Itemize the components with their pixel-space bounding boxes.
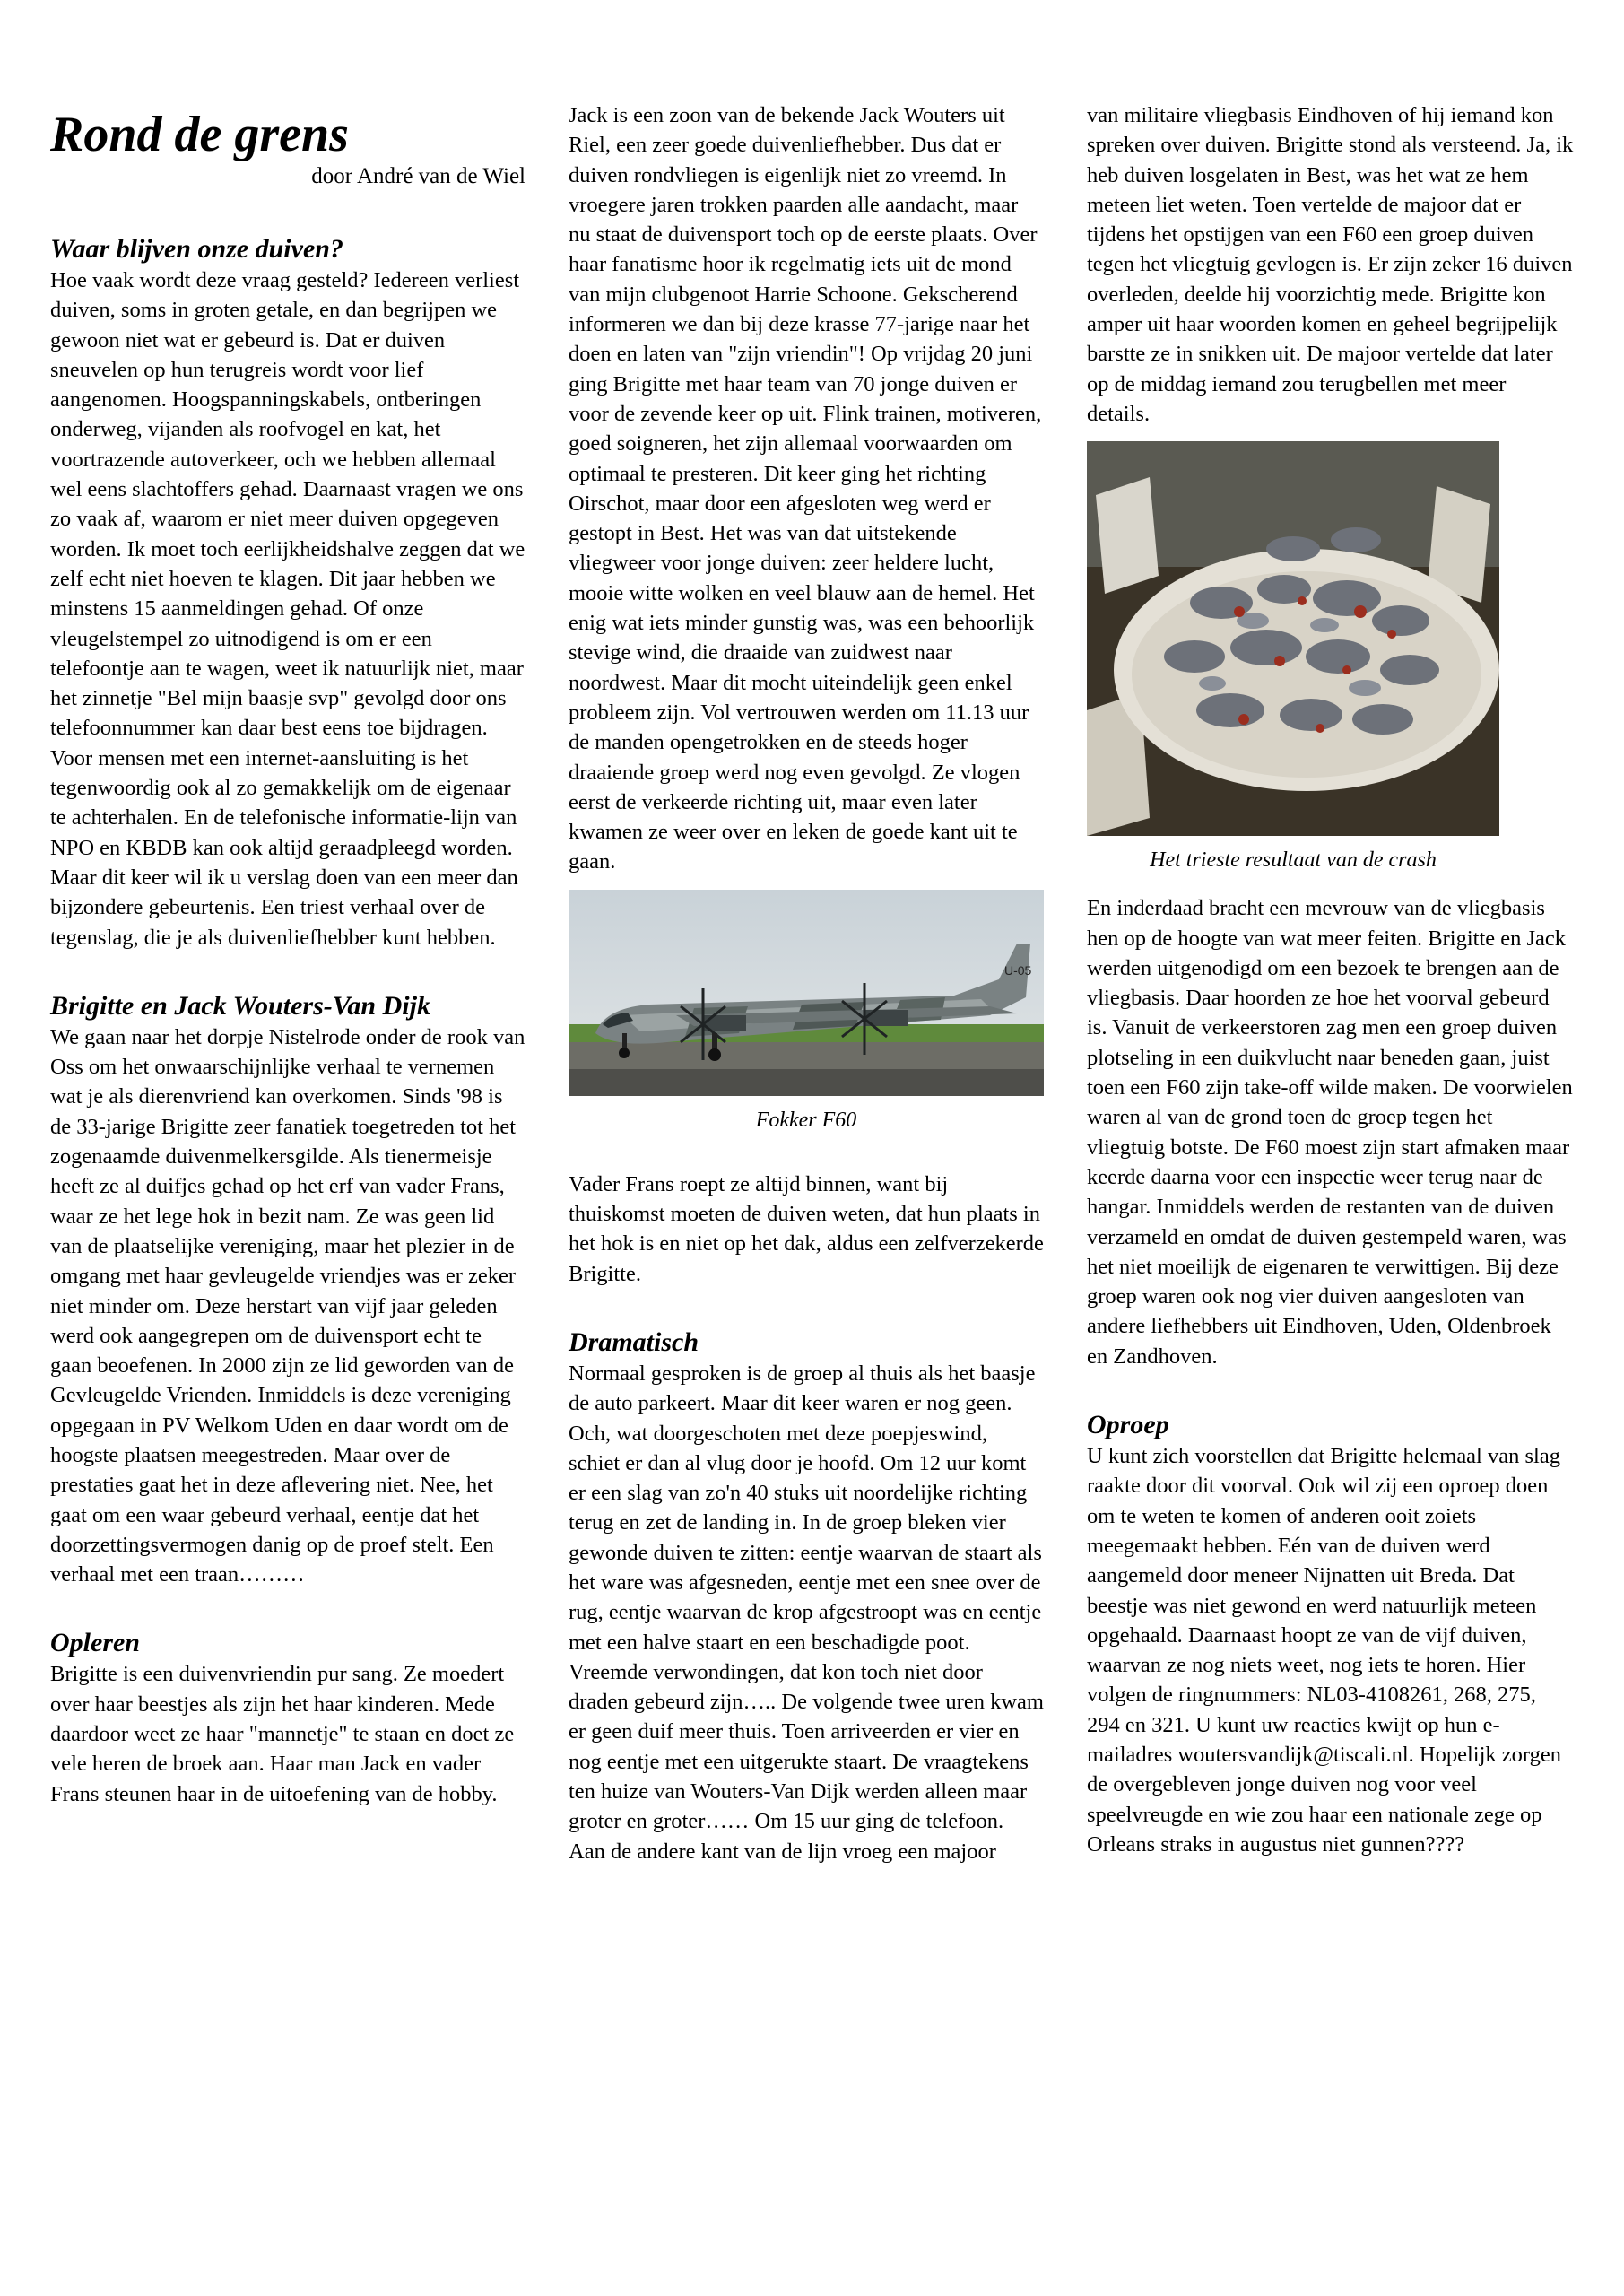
fokker-f60-image [569,890,1044,1096]
paragraph: Maar dit keer wil ik u verslag doen van een meer dan bijzondere gebeurtenis. Een triest verhaal over de tegenslag, die je als duivenliefhebber kunt hebben. [50,865,518,950]
pigeons-table-image [1087,441,1499,836]
article-byline: door André van de Wiel [311,164,525,188]
aircraft-photo [569,890,1044,1096]
section-heading-brigitte-jack: Brigitte en Jack Wouters-Van Dijk [50,990,430,1021]
article-title: Rond de grens [50,107,349,162]
column-3 [1087,100,1574,1859]
section-heading-waar-blijven: Waar blijven onze duiven? [50,234,343,264]
section-heading-dramatisch: Dramatisch [569,1326,699,1357]
section-heading-opleren: Opleren [50,1628,140,1658]
paragraph: van militaire vliegbasis Eindhoven of hij iemand kon spreken over duiven. Brigitte stond als versteend. Ja, ik heb duiven losgelaten in Best, was het wat ze hem meteen liet weten. Toen vertelde de majoor dat er tijdens het opstijgen van een F60 een groep duiven tegen het vliegtuig gevlogen is. Er zijn zeker 16 duiven overleden, deelde hij voorzichtig mede. Brigitte kon amper uit haar woorden komen en geheel begrijpelijk barstte ze in snikken uit. De majoor vertelde dat later op de middag iemand zou terugbellen met meer details. [1087,103,1574,426]
section-heading-oproep: Oproep [1087,1410,1169,1440]
pigeons-photo [1087,441,1499,836]
figure-caption: Het trieste resultaat van de crash [1150,848,1437,873]
figure-caption: Fokker F60 [755,1108,857,1132]
tail-code: U-05 [1004,962,1032,978]
column-2 [569,100,1044,1866]
paragraph: En inderdaad bracht een mevrouw van de vliegbasis hen op de hoogte van wat meer feiten. Brigitte en Jack werden uitgenodigd om een bezoek te brengen aan de vliegbasis. Daar hoorden ze hoe het voorval gebeurd is. Vanuit de verkeerstoren zag men een groep duiven plotseling in een duikvlucht naar beneden gaan, juist toen een F60 zijn take-off wilde maken. De voorwielen waren al van de grond toen de groep tegen het vliegtuig botste. De F60 moest zijn start afmaken maar keerde daarna voor een inspectie weer terug naar de hangar. Inmiddels werden de restanten van de duiven verzameld en omdat de duiven gestempeld waren, was het niet moeilijk de eigenaren te verwittigen. Bij deze groep waren ook nog vier duiven aangesloten van andere liefhebbers uit Eindhoven, Uden, Oldenbroek en Zandhoven. [1087,896,1573,1369]
figure-crash-result [1087,441,1574,874]
figure-fokker [569,890,1044,1134]
column-1 [50,99,525,1809]
paragraph: Jack is een zoon van de bekende Jack Wouters uit Riel, een zeer goede duivenliefhebber. Dus dat er duiven rondvliegen is eigenlijk niet zo vreemd. In vroegere jaren trokken paarden alle aandacht, maar nu staat de duivensport toch op de eerste plaats. Over haar fanatisme hoor ik regelmatig iets uit de mond van mijn clubgenoot Harrie Schoone. Gekscherend informeren we dan bij deze krasse 77-jarige naar het doen en laten van "zijn vriendin"! Op vrijdag 20 juni ging Brigitte met haar team van 70 jonge duiven er voor de zevende keer op uit. Flink trainen, motiveren, goed soigneren, het zijn allemaal voorwaarden om optimaal te presteren. Dit keer ging het richting Oirschot, maar door een afgesloten weg werd er gestopt in Best. Het was van dat uitstekende vliegweer voor jonge duiven: zeer heldere lucht, mooie witte wolken en veel blauw aan de hemel. Het enig wat iets minder gunstig was, was een behoorlijk stevige wind, die draaide van zuidwest naar noordwest. Maar dit mocht uiteindelijk geen enkel probleem zijn. Vol vertrouwen werden om 11.13 uur de manden opengetrokken en de steeds hoger draaiende groep werd nog even gevolgd. Ze vlogen eerst de verkeerde richting uit, maar even later kwamen ze weer over en leken de goede kant uit te gaan. [569,103,1042,874]
paragraph: Brigitte is een duivenvriendin pur sang. Ze moedert over haar beestjes als zijn het haar kinderen. Mede daardoor weet ze haar "mannetje" te staan en doet ze vele heren de broek aan. Haar man Jack en vader Frans steunen haar in de uitoefening van de hobby. [50,1662,515,1806]
paragraph: Normaal gesproken is de groep al thuis als het baasje de auto parkeert. Maar dit keer waren er nog geen. Och, wat doorgeschoten met deze poepjeswind, schiet er dan al vlug door je hoofd. Om 12 uur komt er een slag van zo'n 40 stuks uit noordelijke richting terug en zet de landing in. In de groep bleken vier gewonde duiven te zitten: eentje waarvan de staart als het ware was afgesneden, eentje met een snee over de rug, eentje waarvan de krop afgestroopt was en eentje met een halve staart en een beschadigde poot. Vreemde verwondingen, dat kon toch niet door draden gebeurd zijn….. De volgende twee uren kwam er geen duif meer thuis. Toen arriveerden er vier en nog eentje met een uitgerukte staart. De vraagtekens ten huize van Wouters-Van Dijk werden alleen maar groter en groter…… Om 15 uur ging de telefoon. Aan de andere kant van de lijn vroeg een majoor [569,1361,1044,1864]
paragraph: We gaan naar het dorpje Nistelrode onder de rook van Oss om het onwaarschijnlijke verhaal te vernemen wat je als dierenvriend kan overkomen. Sinds '98 is de 33-jarige Brigitte zeer fanatiek toegetreden tot het zogenaamde duivenmelkersgilde. Als tienermeisje heeft ze al duifjes gehad op het erf van vader Frans, waar ze het lege hok in bezit nam. Ze was geen lid van de plaatselijke vereniging, maar het plezier in de omgang met haar gevleugelde vriendjes was er zeker niet minder om. Deze herstart van vijf jaar geleden werd ook aangegrepen om de duivensport echt te gaan beoefenen. In 2000 zijn ze lid geworden van de Gevleugelde Vrienden. Inmiddels is deze vereniging opgegaan in PV Welkom Uden en daar wordt om de hoogste plaatsen meegestreden. Maar over de prestaties gaat het in deze aflevering niet. Nee, het gaat om een waar gebeurd verhaal, eentje dat het doorzettingsvermogen danig op de proef stelt. Een verhaal met een traan……… [50,1024,525,1587]
paragraph: Hoe vaak wordt deze vraag gesteld? Iedereen verliest duiven, soms in groten getale, en dan begrijpen we gewoon niet wat er gebeurd is. Dat er duiven sneuvelen op hun terugreis wordt voor lief aangenomen. Hoogspanningskabels, ontberingen onderweg, vijanden als roofvogel en kat, het voortrazende autoverkeer, och we hebben allemaal wel eens slachtoffers gehad. Daarnaast vragen we ons zo vaak af, waarom er niet meer duiven opgegeven worden. Ik moet toch eerlijkheidshalve zeggen dat we zelf echt niet hoeven te klagen. Dit jaar hebben we minstens 15 aanmeldingen gehad. Of onze vleugelstempel zo uitnodigend is om er een telefoontje aan te wagen, weet ik natuurlijk niet, maar het zinnetje "Bel mijn baasje svp" gevolgd door ons telefoonnummer kan daar best eens toe bijdragen. Voor mensen met een internet-aansluiting is het tegenwoordig ook al zo gemakkelijk om de eigenaar te achterhalen. En de telefonische informatie-lijn van NPO en KBDB kan ook altijd geraadpleegd worden. [50,268,525,860]
paragraph: Vader Frans roept ze altijd binnen, want bij thuiskomst moeten de duiven weten, dat hun plaats in het hok is en niet op het dak, aldus een zelfverzekerde Brigitte. [569,1171,1044,1286]
paragraph: U kunt zich voorstellen dat Brigitte helemaal van slag raakte door dit voorval. Ook wil zij een oproep doen om te weten te komen of anderen ooit zoiets meegemaakt hebben. Eén van de duiven werd aangemeld door meneer Nijnatten uit Breda. Dat beestje was niet gewond en werd natuurlijk meteen opgehaald. Daarnaast hoopt ze van de vijf duiven, waarvan ze nog niets weet, nog iets te horen. Hier volgen de ringnummers: NL03-4108261, 268, 275, 294 en 321. U kunt uw reacties kwijt op hun e-mailadres woutersvandijk@tiscali.nl. Hopelijk zorgen de overgebleven jonge duiven nog voor veel speelvreugde en wie zou haar een nationale zege op Orleans straks in augustus niet gunnen???? [1087,1444,1561,1857]
